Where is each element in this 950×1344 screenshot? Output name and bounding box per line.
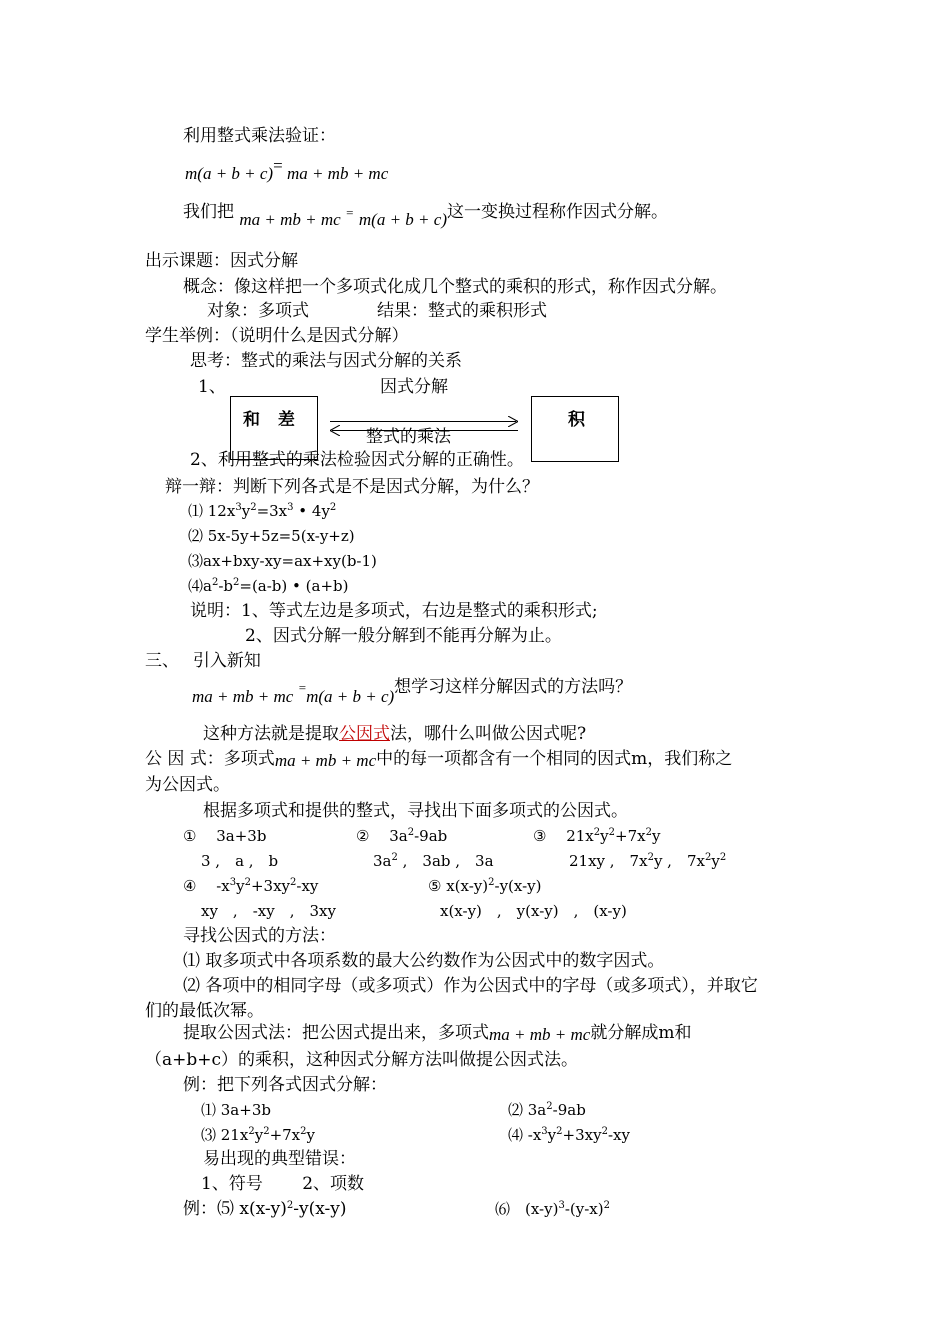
example-1: ⑴ 3a+3b (201, 1101, 271, 1119)
item-2: 2、利用整式的乘法检验因式分解的正确性。 (190, 450, 524, 470)
example-heading: 例：把下列各式因式分解： (183, 1075, 387, 1095)
sum-diff-label: 和 差 (243, 410, 301, 430)
diagram-number: 1、 (198, 377, 226, 397)
ex-2-options: $3a^2$ , 3ab , 3a (373, 852, 494, 870)
judge-4: $⑷a^2-b^2=(a-b)$ • (a+b) (188, 577, 349, 595)
diagram-top-label: 因式分解 (380, 377, 448, 397)
ex-1: ① 3a+3b (183, 827, 267, 845)
common-factor-link[interactable]: 公因式 (339, 724, 390, 744)
rule-1: ⑴ 取多项式中各项系数的最大公约数作为公因式中的数字因式。 (183, 951, 665, 971)
method-heading: 寻找公因式的方法： (183, 926, 336, 946)
method-line: 这种方法就是提取公因式法，哪什么叫做公因式呢? (203, 724, 587, 744)
product-label: 积 (568, 410, 591, 430)
find-heading: 根据多项式和提供的整式，寻找出下面多项式的公因式。 (203, 801, 628, 821)
ex-5: ⑤ $x(x-y)^2-y(x-y)$ (428, 877, 542, 895)
student-example: 学生举例：（说明什么是因式分解） (145, 326, 409, 346)
rule-2-cont: 们的最低次幂。 (145, 1001, 264, 1021)
common-factor-def-2: 为公因式。 (145, 775, 230, 795)
object-result: 对象：多项式 结果：整式的乘积形式 (207, 301, 547, 321)
ex-1-options: 3 , a , b (201, 852, 279, 870)
example-4: ⑷ $-x^3y^2+3xy^2-xy$ (508, 1126, 630, 1144)
think: 思考：整式的乘法与因式分解的关系 (190, 351, 462, 371)
example-3: ⑶ $21x^2y^2+7x^2y$ (201, 1126, 315, 1144)
judge-2: ⑵ 5x-5y+5z=5(x-y+z) (188, 527, 355, 545)
ex-4: ④ $-x^3y^2+3xy^2-xy$ (183, 877, 319, 895)
ex-2: ② $3a^2-9ab$ (356, 827, 448, 845)
concept: 概念：像这样把一个多项式化成几个整式的乘积的形式，称作因式分解。 (183, 277, 727, 297)
ex-5-options: x(x-y) , y(x-y) , (x-y) (440, 902, 627, 920)
factor-arrow (330, 421, 516, 422)
left-arrowhead-icon (330, 425, 340, 436)
ex-3: ③ $21x^2y^2+7x^2y$ (533, 827, 661, 845)
transform-statement: 我们把 ma + mb + mc = m(a + b + c)这一变换过程称作因式分解。 (183, 202, 668, 229)
section-3: 三、 引入新知 (145, 651, 261, 671)
expand-equation: m(a + b + c)= ma + mb + mc (185, 156, 389, 183)
right-arrowhead-icon (508, 416, 518, 427)
note-1: 说明：1、等式左边是多项式，右边是整式的乘积形式; (190, 601, 598, 621)
extract-def: 提取公因式法：把公因式提出来，多项式ma + mb + mc就分解成m和 (183, 1023, 692, 1044)
note-2: 2、因式分解一般分解到不能再分解为止。 (245, 626, 562, 646)
product-box (531, 396, 619, 462)
ex-4-options: xy , -xy , 3xy (201, 902, 336, 920)
errors-list: 1、符号 2、项数 (201, 1174, 365, 1194)
judge-1: ⑴ $12x^3y^2=3x^3$ • $4y^2$ (188, 502, 337, 520)
verify-heading: 利用整式乘法验证： (183, 126, 336, 146)
judge-3: ⑶ax+bxy-xy=ax+xy(b-1) (188, 552, 377, 570)
example-2: ⑵ $3a^2-9ab$ (508, 1101, 586, 1119)
topic: 出示课题：因式分解 (145, 251, 298, 271)
last-example-6: ⑹ $(x-y)^3-(y-x)^2$ (495, 1200, 610, 1218)
intro-equation: ma + mb + mc =m(a + b + c)想学习这样分解因式的方法吗？ (192, 677, 633, 706)
errors-heading: 易出现的典型错误： (203, 1149, 356, 1169)
last-example-5: 例：⑸ $x(x-y)^2-y(x-y)$ (183, 1199, 347, 1219)
extract-def-2: （a+b+c）的乘积，这种因式分解方法叫做提公因式法。 (145, 1050, 579, 1070)
ex-3-options: 21xy , $7x^2y$ , $7x^2y^2$ (569, 852, 727, 870)
diagram-bottom-label: 整式的乘法 (366, 427, 451, 447)
common-factor-def: 公 因 式：多项式ma + mb + mc中的每一项都含有一个相同的因式m，我们称之 (145, 749, 733, 770)
rule-2: ⑵ 各项中的相同字母（或多项式）作为公因式中的字母（或多项式），并取它 (183, 976, 758, 996)
debate-heading: 辩一辩：判断下列各式是不是因式分解，为什么？ (165, 477, 539, 497)
